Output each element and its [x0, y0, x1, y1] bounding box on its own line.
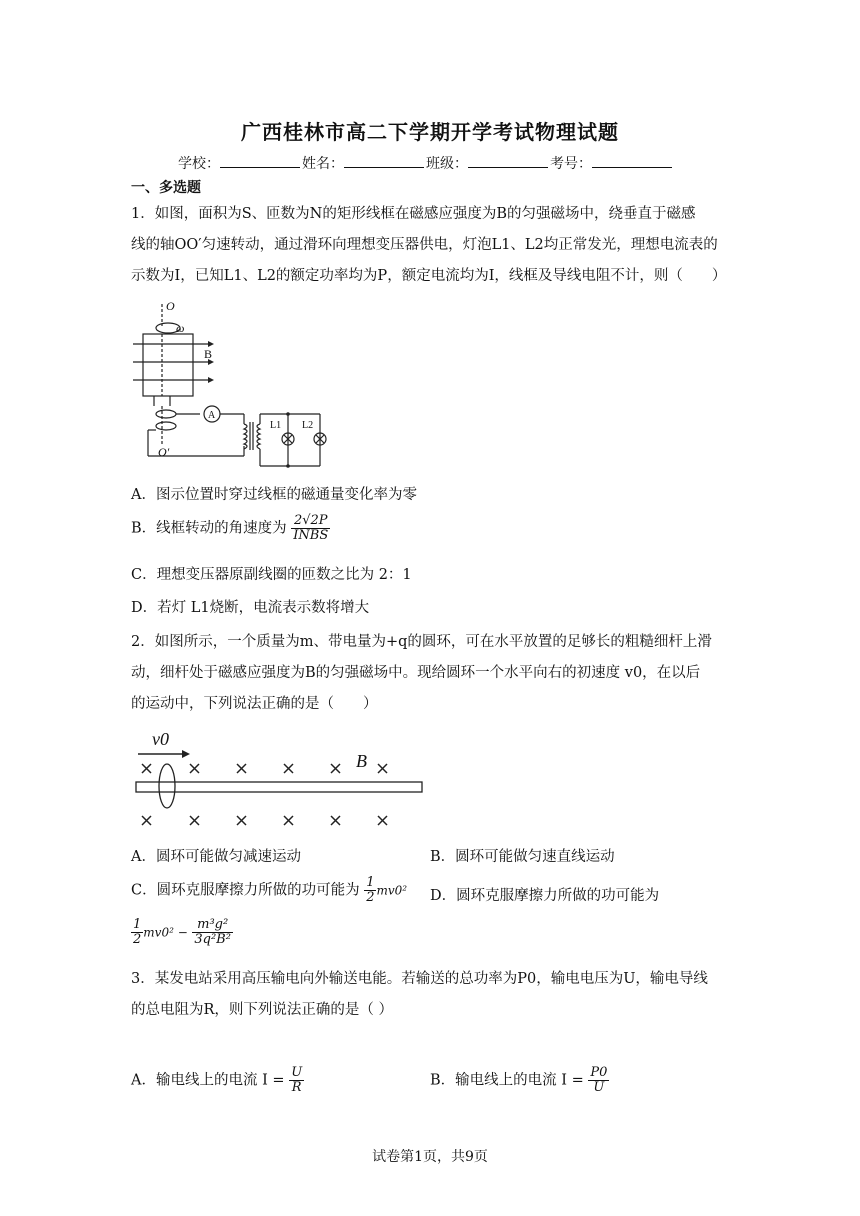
name-blank	[344, 155, 424, 168]
fig-label-b-field: B	[356, 751, 367, 771]
q1-generator-figure	[128, 296, 328, 472]
fig-label-b: B	[204, 347, 213, 361]
section-heading: 一、多选题	[131, 180, 201, 196]
q2-line-3: 的运动中，下列说法正确的是（ ）	[131, 696, 378, 712]
q1-option-c: C．理想变压器原副线圈的匝数之比为 2：1	[131, 567, 412, 583]
q1-line-2: 线的轴OO′匀速转动，通过滑环向理想变压器供电，灯泡L1、L2均正常发光，理想电流表的	[131, 237, 718, 253]
id-blank	[592, 155, 672, 168]
q2-line-1: 2．如图所示，一个质量为m、带电量为+q的圆环，可在水平放置的足够长的粗糙细杆上滑	[131, 634, 712, 650]
q1-option-d: D．若灯 L1烧断，电流表示数将增大	[131, 600, 370, 616]
question-3-stem	[131, 964, 735, 1026]
q2-option-c: C．圆环克服摩擦力所做的功可能为 $\frac{1}{2}$ mv0²	[131, 875, 408, 905]
page-title: 广西桂林市高二下学期开学考试物理试题	[241, 120, 619, 144]
q1-line-1: 1．如图，面积为S、匝数为N的矩形线框在磁感应强度为B的匀强磁场中，绕垂直于磁感	[131, 206, 696, 222]
fig-label-v0: v0	[152, 729, 169, 749]
question-2-stem	[131, 627, 735, 720]
q2-option-b: B．圆环可能做匀速直线运动	[430, 849, 615, 865]
q1-option-b: B．线框转动的角速度为 $\frac{2√2P}{\text{INBS}}$	[131, 513, 329, 543]
q2-option-a: A．圆环可能做匀减速运动	[131, 849, 301, 865]
q1-option-b-fraction: $\frac{2√2P}{\text{INBS}}$	[293, 513, 329, 543]
fig-label-l2: L2	[302, 420, 314, 431]
q3-option-a: A．输电线上的电流 I = $\frac{U}{R}$	[131, 1065, 303, 1095]
class-label: 班级：	[426, 156, 468, 172]
q3-line-2: 的总电阻为R，则下列说法正确的是（ ）	[131, 1002, 394, 1018]
name-label: 姓名：	[302, 156, 344, 172]
class-blank	[468, 155, 548, 168]
id-label: 考号：	[550, 156, 592, 172]
page-footer: 试卷第1页，共9页	[372, 1149, 488, 1165]
fig-label-l1: L1	[270, 420, 282, 431]
q2-option-d: D．圆环克服摩擦力所做的功可能为	[430, 888, 660, 904]
q2-line-2: 动，细杆处于磁感应强度为B的匀强磁场中。现给圆环一个水平向右的初速度 v0，在以后	[131, 665, 701, 681]
fig-label-ammeter: A	[208, 410, 216, 421]
q1-line-3: 示数为I，已知L1、L2的额定功率均为P，额定电流均为I，线框及导线电阻不计，则（ ）	[131, 268, 727, 284]
q3-option-b: B．输电线上的电流 I = $\frac{P0}{U}$	[430, 1065, 608, 1095]
q2-option-d-formula: $\frac{1}{2}$ mv0² − $\frac{\text{m³g²}}{\text{3q²B²}}$	[133, 917, 231, 947]
fig-label-o-prime: O′	[158, 445, 170, 459]
school-label: 学校：	[178, 156, 220, 172]
student-info-line	[178, 153, 674, 173]
question-1-stem	[131, 199, 735, 292]
fig-label-o: O	[166, 299, 175, 313]
q3-line-1: 3．某发电站采用高压输电向外输送电能。若输送的总功率为P0，输电电压为U，输电导线	[131, 971, 708, 987]
school-blank	[220, 155, 300, 168]
q2-ring-rod-figure	[130, 728, 430, 834]
q1-option-a: A．图示位置时穿过线框的磁通量变化率为零	[131, 487, 417, 503]
fig-label-omega: ω	[176, 321, 185, 335]
